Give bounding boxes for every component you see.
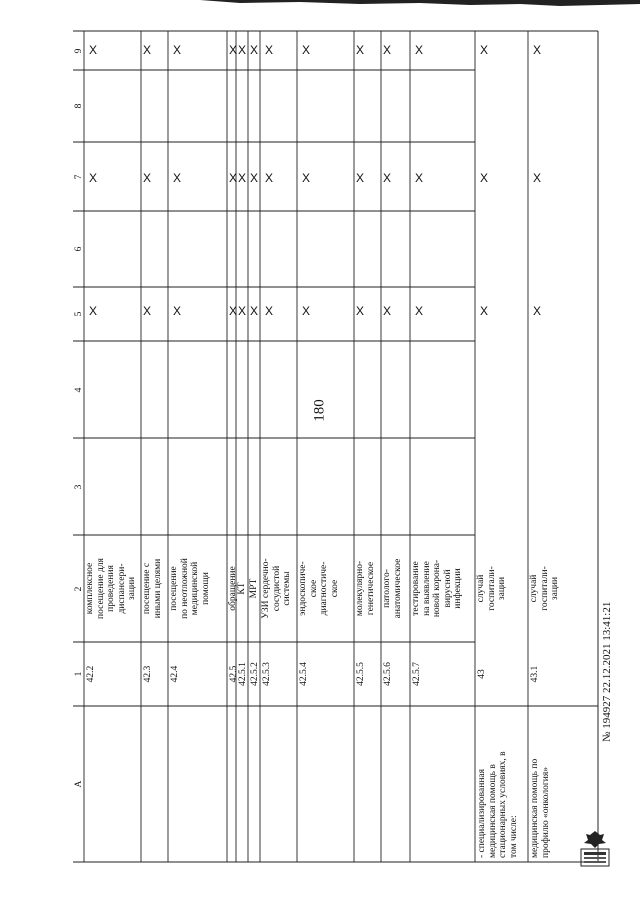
row-unit-name-text: комплексное посещение для проведения диспансери- зации — [85, 558, 137, 619]
x-mark-col-9: X — [382, 43, 391, 57]
row-code-text: 42.5.4 — [299, 662, 309, 686]
column-header-label: 7 — [74, 174, 84, 179]
x-mark-col-5: X — [142, 304, 151, 318]
row-code-text: 42.5.5 — [356, 662, 366, 686]
x-mark-col-7: X — [355, 171, 364, 185]
x-mark-col-5: X — [237, 304, 246, 318]
row-unit-name-text: обращение — [228, 566, 238, 611]
x-mark-col-7: X — [249, 171, 258, 185]
row-category-label-text: медицинская помощь по профилю «онкология» — [530, 758, 551, 858]
row-unit-name-text: посещение с иными целями — [142, 558, 163, 619]
page-number: 180 — [311, 399, 328, 422]
row-code-text: 43.1 — [530, 665, 540, 683]
x-mark-col-7: X — [228, 171, 237, 185]
x-mark-col-7: X — [301, 171, 310, 185]
row-code-text: 42.5.1 — [238, 662, 248, 686]
row-unit-name-text: тестирование на выявление новой корона- вирусной инфекции — [411, 559, 463, 618]
row-code-text: 42.5.2 — [250, 662, 260, 686]
coat-of-arms-emblem — [580, 829, 610, 867]
row-code-text: 42.5 — [229, 665, 239, 683]
x-mark-col-9: X — [228, 43, 237, 57]
x-mark-col-7: X — [88, 171, 97, 185]
x-mark-col-5: X — [88, 304, 97, 318]
row-code-text: 42.2 — [86, 665, 96, 683]
x-mark-col-7: X — [142, 171, 151, 185]
x-mark-col-5: X — [382, 304, 391, 318]
x-mark-col-5: X — [228, 304, 237, 318]
column-header-label: 2 — [74, 586, 84, 591]
x-mark-col-5: X — [264, 304, 273, 318]
x-mark-col-9: X — [355, 43, 364, 57]
column-header-label: 3 — [74, 484, 84, 489]
x-mark-col-9: X — [264, 43, 273, 57]
row-code-text: 42.5.7 — [412, 662, 422, 686]
x-mark-col-9: X — [172, 43, 181, 57]
x-mark-col-9: X — [88, 43, 97, 57]
x-mark-col-9: X — [479, 43, 488, 57]
column-header-label: 6 — [74, 246, 84, 252]
row-unit-name-text: МРТ — [249, 578, 259, 599]
x-mark-col-7: X — [172, 171, 181, 185]
x-mark-col-5: X — [172, 304, 181, 318]
x-mark-col-9: X — [142, 43, 151, 57]
x-mark-col-9: X — [249, 43, 258, 57]
x-mark-col-7: X — [532, 171, 541, 185]
x-mark-col-9: X — [301, 43, 310, 57]
x-mark-col-9: X — [532, 43, 541, 57]
column-header-label: 9 — [74, 48, 84, 53]
x-mark-col-5: X — [532, 304, 541, 318]
row-code-text: 42.3 — [143, 665, 153, 683]
x-mark-col-7: X — [479, 171, 488, 185]
x-mark-col-7: X — [382, 171, 391, 185]
x-mark-col-9: X — [414, 43, 423, 57]
row-code-text: 42.4 — [170, 665, 180, 683]
row-code-text: 43 — [477, 669, 487, 679]
column-header-label: 5 — [74, 311, 84, 317]
row-unit-name-text: КТ — [237, 582, 247, 595]
x-mark-col-5: X — [479, 304, 488, 318]
row-unit-name-text: УЗИ сердечно- сосудистой системы — [261, 558, 292, 619]
column-header-label: 1 — [74, 671, 84, 677]
x-mark-col-9: X — [237, 43, 246, 57]
row-unit-name-text: случай госпитали- зации — [529, 566, 560, 611]
row-category-label-text: - специализированная медицинская помощь в стационарных условиях, в том числе: — [477, 751, 519, 858]
x-mark-col-5: X — [355, 304, 364, 318]
row-unit-name-text: патолого- анатомическое — [382, 558, 403, 619]
column-header-label: A — [74, 780, 84, 788]
row-unit-name-text: случай госпитали- зации — [476, 566, 507, 611]
x-mark-col-5: X — [249, 304, 258, 318]
row-unit-name-text: эндоскопиче- ское диагностиче- ское — [298, 561, 340, 616]
column-header-label: 8 — [74, 103, 84, 109]
x-mark-col-7: X — [414, 171, 423, 185]
row-code-text: 42.5.3 — [262, 662, 272, 686]
x-mark-col-7: X — [237, 171, 246, 185]
x-mark-col-5: X — [414, 304, 423, 318]
row-code-text: 42.5.6 — [383, 662, 393, 686]
x-mark-col-5: X — [301, 304, 310, 318]
row-unit-name-text: посещение по неотложной медицинской помощи — [169, 558, 211, 619]
column-header-label: 4 — [74, 387, 84, 392]
x-mark-col-7: X — [264, 171, 273, 185]
row-unit-name-text: молекулярно- генетическое — [355, 560, 376, 617]
